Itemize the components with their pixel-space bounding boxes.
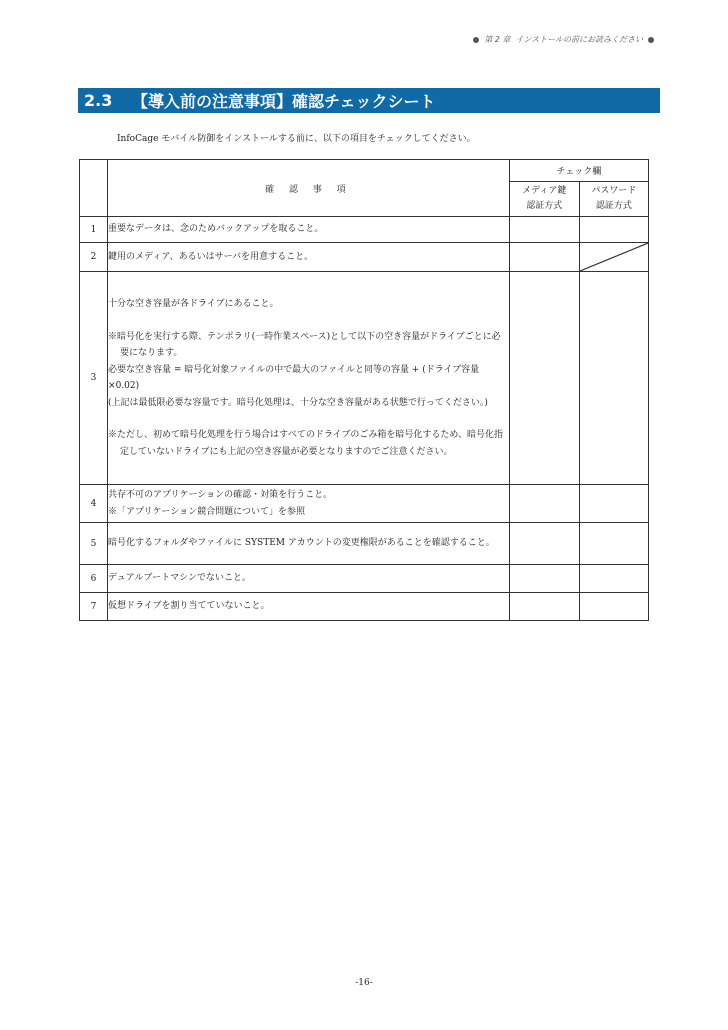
row-text: 共存不可のアプリケーションの確認・対策を行うこと。 ※「アプリケーション競合問題について」を参照 [108,485,510,523]
running-header [473,34,654,45]
table-row [80,272,649,485]
row-text: 鍵用のメディア、あるいはサーバを用意すること。 [108,243,510,272]
page-number: -16- [355,978,373,988]
not-applicable-cell [579,243,648,272]
row-number: 6 [80,565,108,593]
bullet-icon [648,37,654,43]
section-title: 【導入前の注意事項】確認チェックシート [132,92,436,111]
check-cell-password[interactable] [579,565,648,593]
check-cell-media-key[interactable] [509,272,579,485]
diagonal-slash [580,243,648,271]
row-text: 十分な空き容量が各ドライブにあること。 ※暗号化を実行する際、テンポラリ(一時作業スペース)として以下の空き容量がドライブごとに必要になります。 必要な空き容量 = 暗号化対象ファイルの中で最大のファイルと同等の容量 + (ドライブ容量×0.02) (上記は最低限必要な容量です。暗号化処理は、十分な空き容量がある状態で行ってください。) ※ただし、初めて暗号化処理を行う場合はすべてのドライブのごみ箱を暗号化するため、暗号化指定していないドライブにも上記の空き容量が必要となりますのでご注意ください。 [108,272,510,485]
row-text: 重要なデータは、念のためバックアップを取ること。 [108,217,510,243]
row-text: 仮想ドライブを割り当てていないこと。 [108,593,510,621]
check-cell-password[interactable] [579,593,648,621]
header-password: パスワード 認証方式 [579,182,648,217]
row-text: デュアルブートマシンでないこと。 [108,565,510,593]
bullet-icon [473,37,479,43]
header-item: 確 認 事 項 [108,160,510,217]
header-media-key: メディア鍵 認証方式 [509,182,579,217]
check-cell-media-key[interactable] [509,523,579,565]
check-cell-password[interactable] [579,217,648,243]
row-number: 7 [80,593,108,621]
section-heading [78,88,660,113]
header-check-group: チェック欄 [509,160,648,182]
check-cell-password[interactable] [579,485,648,523]
table-row [80,485,649,523]
table-row [80,523,649,565]
check-cell-media-key[interactable] [509,593,579,621]
table-row [80,565,649,593]
row-number: 5 [80,523,108,565]
row-number: 3 [80,272,108,485]
row-text: 暗号化するフォルダやファイルに SYSTEM アカウントの変更権限があることを確認すること。 [108,523,510,565]
row-number: 2 [80,243,108,272]
intro-text: InfoCage モバイル防御をインストールする前に、以下の項目をチェックしてください。 [117,134,476,144]
chapter-title: インストールの前にお読みください [515,35,643,44]
check-cell-media-key[interactable] [509,217,579,243]
checklist-table [79,159,649,621]
check-cell-media-key[interactable] [509,565,579,593]
check-cell-password[interactable] [579,523,648,565]
check-cell-media-key[interactable] [509,243,579,272]
chapter-label: 第 2 章 [484,35,511,44]
table-row [80,243,649,272]
section-number: 2.3 [84,91,113,110]
table-row [80,593,649,621]
table-row [80,217,649,243]
row-number: 1 [80,217,108,243]
check-cell-media-key[interactable] [509,485,579,523]
check-cell-password[interactable] [579,272,648,485]
header-no-cell [80,160,108,217]
row-number: 4 [80,485,108,523]
